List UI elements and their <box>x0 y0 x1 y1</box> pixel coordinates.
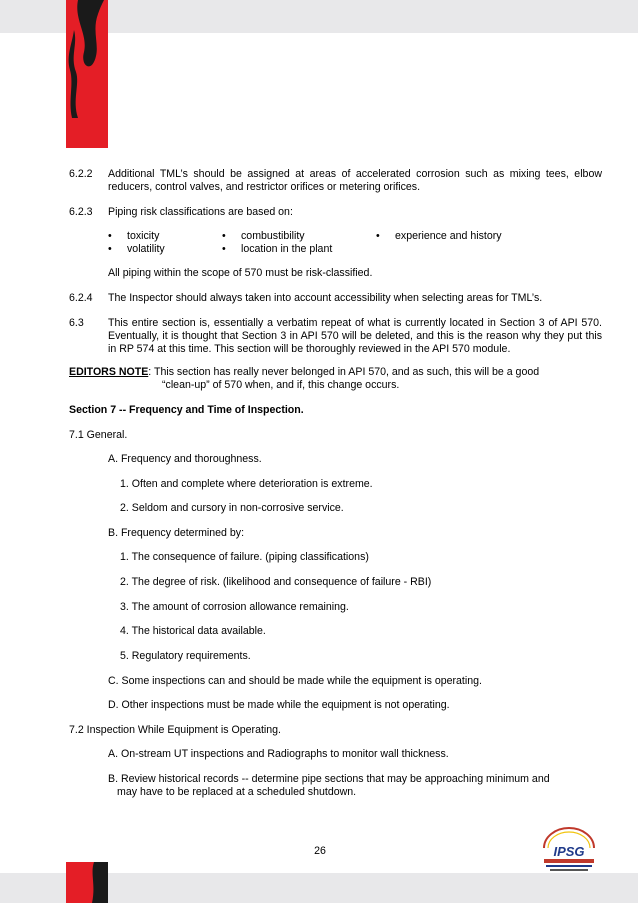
section-7-heading: Section 7 -- Frequency and Time of Inspection. <box>69 404 304 416</box>
section-text-6-2-4: The Inspector should always taken into account accessibility when selecting areas for TML’s. <box>108 292 543 304</box>
item-b: B. Frequency determined by: <box>108 527 245 539</box>
ipsg-logo <box>538 824 600 874</box>
flame-decoration-top <box>66 0 108 148</box>
item-d: D. Other inspections must be made while the equipment is not operating. <box>108 699 450 711</box>
item-b-2: 2. The degree of risk. (likelihood and consequence of failure - RBI) <box>120 576 432 588</box>
item-a: A. Frequency and thoroughness. <box>108 453 262 465</box>
editors-note-line-2: “clean-up” of 570 when, and if, this change occurs. <box>162 379 400 391</box>
logo-text: IPSG <box>553 844 585 859</box>
editors-note-line-1: EDITORS NOTE: This section has really never belonged in API 570, and as such, this will be a good <box>69 366 540 378</box>
item-b-1: 1. The consequence of failure. (piping classifications) <box>120 551 369 563</box>
bullet-icon: • <box>222 243 226 255</box>
editors-note-label: EDITORS NOTE <box>69 366 149 378</box>
flame-decoration-bottom <box>66 862 108 903</box>
item-b-3: 3. The amount of corrosion allowance remaining. <box>120 601 349 613</box>
section-number-6-2-2: 6.2.2 <box>69 168 93 180</box>
section-text-6-2-2: Additional TML’s should be assigned at areas of accelerated corrosion such as mixing tees, elbow reducers, control valves, and restrictor orifices or metering orifices. <box>108 168 602 193</box>
item-7-2-b-line-1: B. Review historical records -- determine pipe sections that may be approaching minimum and <box>108 773 550 785</box>
section-number-6-2-3: 6.2.3 <box>69 206 93 218</box>
bullet-icon: • <box>108 230 112 242</box>
item-b-4: 4. The historical data available. <box>120 625 266 637</box>
section-number-6-3: 6.3 <box>69 317 84 329</box>
item-b-5: 5. Regulatory requirements. <box>120 650 251 662</box>
risk-classification-note: All piping within the scope of 570 must be risk-classified. <box>108 267 373 279</box>
subsection-7-1-heading: 7.1 General. <box>69 429 128 441</box>
page-number: 26 <box>314 845 326 857</box>
section-number-6-2-4: 6.2.4 <box>69 292 93 304</box>
item-a-2: 2. Seldom and cursory in non-corrosive service. <box>120 502 344 514</box>
item-c: C. Some inspections can and should be made while the equipment is operating. <box>108 675 482 687</box>
item-7-2-b-line-2: may have to be replaced at a scheduled shutdown. <box>117 786 357 798</box>
bullet-icon: • <box>222 230 226 242</box>
item-7-2-a: A. On-stream UT inspections and Radiographs to monitor wall thickness. <box>108 748 449 760</box>
bullet-icon: • <box>108 243 112 255</box>
section-text-6-2-3: Piping risk classifications are based on: <box>108 206 293 218</box>
section-text-6-3: This entire section is, essentially a verbatim repeat of what is currently located in Section 3 of API 570. Eventually, it is thought that Section 3 in API 570 will be deleted, and this is the reason why they put this in RP 574 at this time. This section will be thoroughly reviewed in the API 570 module. <box>108 317 602 355</box>
subsection-7-2-heading: 7.2 Inspection While Equipment is Operating. <box>69 724 281 736</box>
bullet-icon: • <box>376 230 380 242</box>
item-a-1: 1. Often and complete where deterioration is extreme. <box>120 478 373 490</box>
